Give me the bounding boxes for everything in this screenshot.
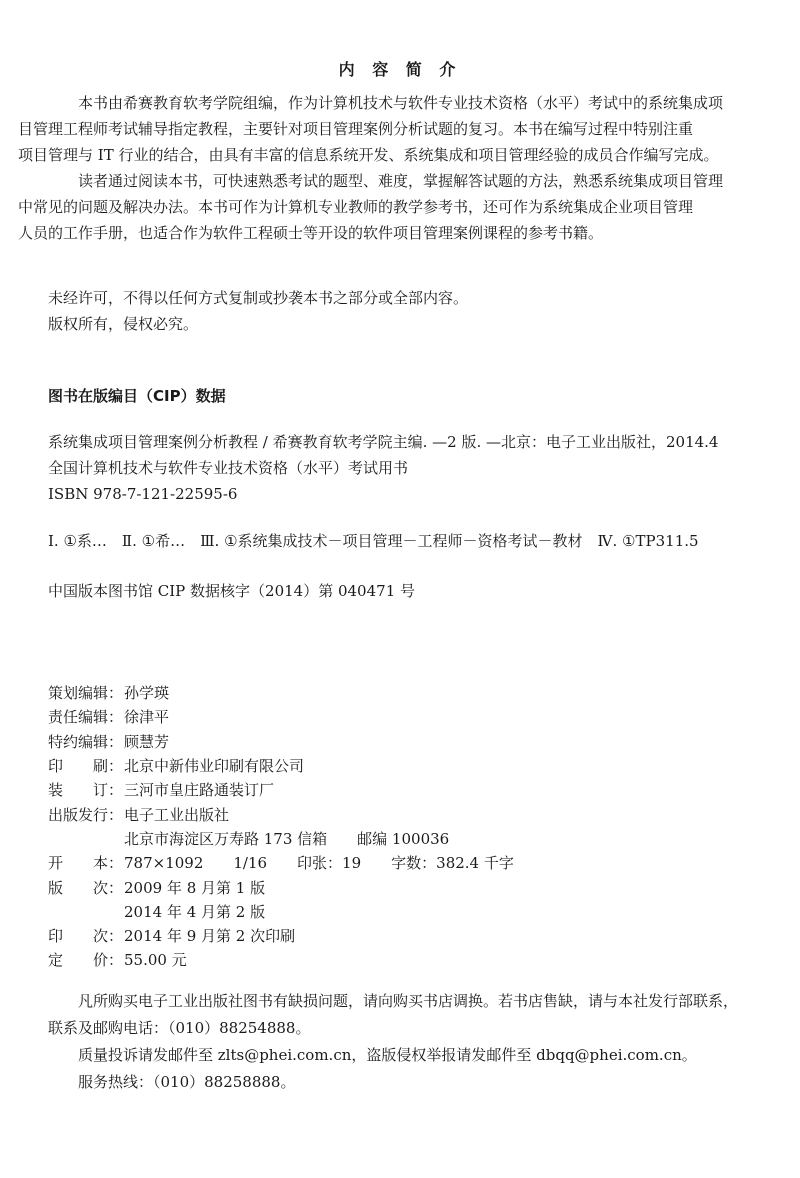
cip-heading: 图书在版编目（CIP）数据	[48, 387, 226, 405]
summary-paragraph-1	[18, 90, 758, 168]
summary-paragraph-2	[18, 168, 758, 246]
notice-line: 联系及邮购电话：（010）88254888。	[48, 1019, 311, 1037]
credit-label: 策划编辑：	[48, 684, 124, 703]
cip-classification: Ⅰ. ①系… Ⅱ. ①希… Ⅲ. ①系统集成技术－项目管理－工程师－资格考试－教材 Ⅳ. ①TP311.5	[48, 532, 699, 550]
summary-line: 中常见的问题及解决办法。本书可作为计算机专业教师的教学参考书，还可作为系统集成企业项目管理	[18, 198, 694, 216]
summary-line: 目管理工程师考试辅导指定教程，主要针对项目管理案例分析试题的复习。本书在编写过程中特别注重	[18, 120, 694, 138]
credit-value: 三河市皇庄路通装订厂	[124, 781, 275, 800]
credit-row-edition	[48, 875, 758, 899]
credit-label: 印 次：	[48, 927, 124, 946]
credit-value: 2014 年 4 月第 2 版	[124, 902, 266, 921]
credit-row-edition-2	[48, 900, 758, 924]
credit-label: 特约编辑：	[48, 732, 124, 751]
credit-value: 2009 年 8 月第 1 版	[124, 878, 266, 897]
credit-label: 出版发行：	[48, 805, 124, 824]
summary-line: 读者通过阅读本书，可快速熟悉考试的题型、难度，掌握解答试题的方法，熟悉系统集成项目管理	[78, 172, 724, 190]
credit-value: 顾慧芳	[124, 732, 170, 751]
credit-value: 2014 年 9 月第 2 次印刷	[124, 927, 296, 946]
notice-line: 凡所购买电子工业出版社图书有缺损问题，请向购买书店调换。若书店售缺，请与本社发行部联系，	[78, 992, 739, 1010]
notice-line: 服务热线：（010）88258888。	[78, 1073, 296, 1091]
notice-line: 质量投诉请发邮件至 zlts@phei.com.cn，盗版侵权举报请发邮件至 dbqq@phei.com.cn。	[78, 1046, 697, 1064]
credit-value: 北京市海淀区万寿路 173 信箱 邮编 100036	[124, 829, 450, 848]
credit-label: 定 价：	[48, 951, 124, 970]
summary-line: 人员的工作手册，也适合作为软件工程硕士等开设的软件项目管理案例课程的参考书籍。	[18, 224, 604, 242]
copyright-line: 版权所有，侵权必究。	[48, 315, 199, 333]
copyright-notice	[48, 285, 758, 337]
credit-row-printing	[48, 754, 758, 778]
credit-value: 北京中新伟业印刷有限公司	[124, 757, 305, 776]
credit-value: 电子工业出版社	[124, 805, 230, 824]
credit-row-publisher	[48, 802, 758, 826]
summary	[18, 90, 758, 246]
credit-row-responsible-editor	[48, 705, 758, 729]
service-notice	[48, 988, 758, 1096]
summary-line: 项目管理与 IT 行业的结合，由具有丰富的信息系统开发、系统集成和项目管理经验的成员合作编写完成。	[18, 146, 719, 164]
credit-row-publisher-address	[48, 827, 758, 851]
credit-label: 开 本：	[48, 854, 124, 873]
credit-value: 徐津平	[124, 708, 170, 727]
credit-label: 责任编辑：	[48, 708, 124, 727]
cip-line: 全国计算机技术与软件专业技术资格（水平）考试用书	[48, 459, 409, 477]
copyright-line: 未经许可，不得以任何方式复制或抄袭本书之部分或全部内容。	[48, 289, 469, 307]
credit-label: 装 订：	[48, 781, 124, 800]
credits	[48, 681, 758, 973]
cip-line: 系统集成项目管理案例分析教程 / 希赛教育软考学院主编. —2 版. —北京：电子工业出版社，2014.4	[48, 433, 719, 451]
credit-value: 787×1092 1/16 印张：19 字数：382.4 千字	[124, 854, 514, 873]
credit-row-contributing-editor	[48, 730, 758, 754]
credit-row-planning-editor	[48, 681, 758, 705]
credit-row-format	[48, 851, 758, 875]
cip-data	[48, 429, 758, 507]
credit-row-binding	[48, 778, 758, 802]
page-title: 内 容 简 介	[338, 60, 462, 79]
cip-number: 中国版本图书馆 CIP 数据核字（2014）第 040471 号	[48, 582, 416, 600]
credit-row-price	[48, 948, 758, 972]
credit-label: 印 刷：	[48, 757, 124, 776]
summary-line: 本书由希赛教育软考学院组编，作为计算机技术与软件专业技术资格（水平）考试中的系统集成项	[78, 94, 724, 112]
credit-value: 孙学瑛	[124, 684, 170, 703]
credit-row-impression	[48, 924, 758, 948]
credit-value: 55.00 元	[124, 951, 187, 970]
cip-line: ISBN 978-7-121-22595-6	[48, 485, 238, 503]
credit-label: 版 次：	[48, 878, 124, 897]
